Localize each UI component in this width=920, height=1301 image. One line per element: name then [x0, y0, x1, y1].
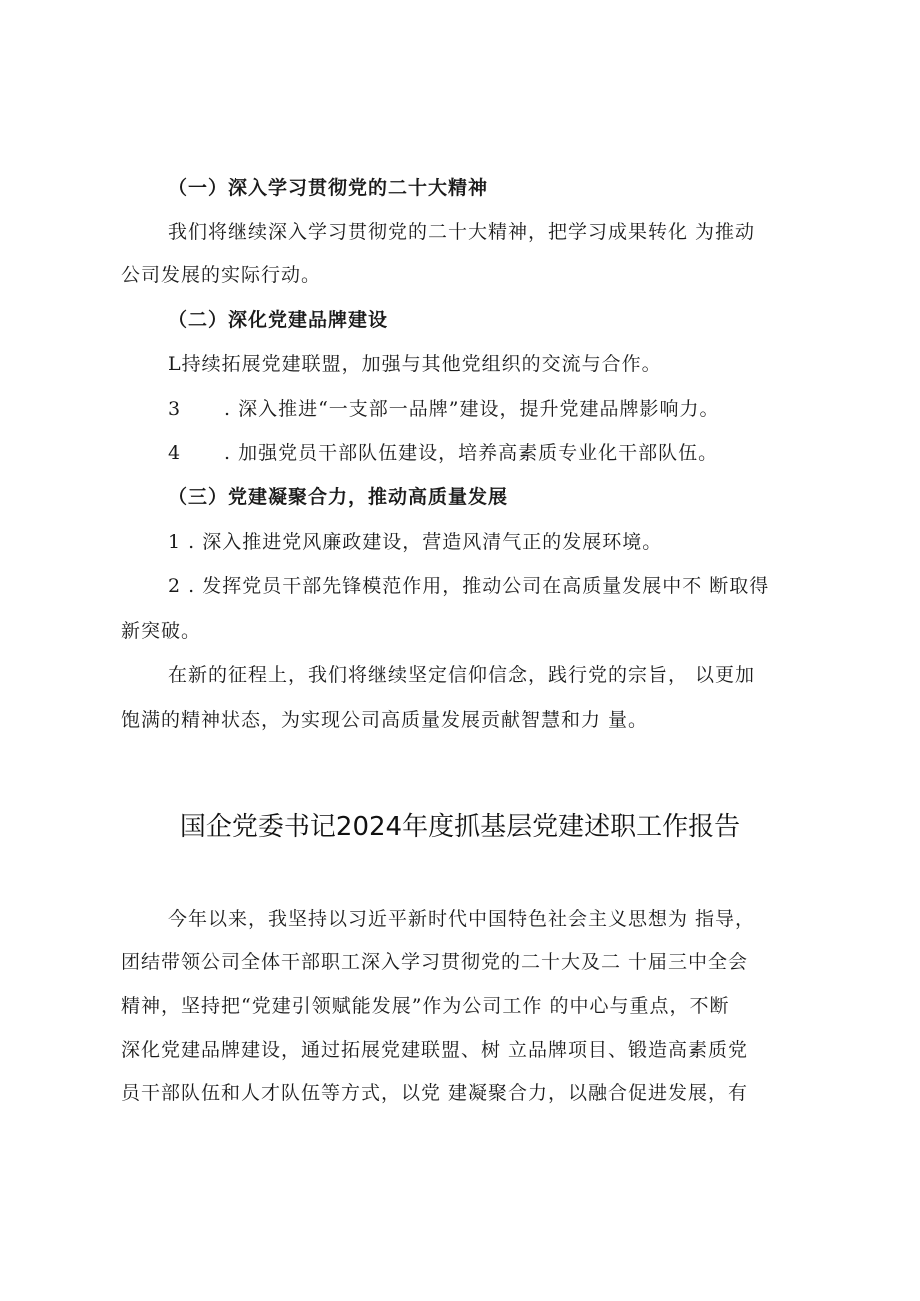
- section2-item-l: L持续拓展党建联盟，加强与其他党组织的交流与合作。: [168, 353, 662, 375]
- item-number: 3: [168, 398, 181, 420]
- report-paragraph-line4: 深化党建品牌建设，通过拓展党建联盟、树 立品牌项目、锻造高素质党: [121, 1039, 749, 1061]
- report-paragraph-line5: 员干部队伍和人才队伍等方式，以党 建凝聚合力，以融合促进发展，有: [121, 1082, 749, 1104]
- section3-item-1: 1 . 深入推进党风廉政建设，营造风清气正的发展环境。: [168, 531, 663, 553]
- section1-paragraph-line1: 我们将继续深入学习贯彻党的二十大精神，把学习成果转化 为推动: [168, 221, 756, 243]
- section2-heading: （二）深化党建品牌建设: [168, 309, 389, 331]
- section1-heading: （一）深入学习贯彻党的二十大精神: [168, 177, 489, 199]
- section3-item-2-line2: 新突破。: [121, 620, 202, 642]
- closing-paragraph-line2: 饱满的精神状态，为实现公司高质量发展贡献智慧和力 量。: [121, 709, 649, 731]
- item-number: 4: [168, 442, 181, 464]
- closing-paragraph-line1: 在新的征程上，我们将继续坚定信仰信念，践行党的宗旨， 以更加: [168, 664, 756, 686]
- report-paragraph-line3: 精神，坚持把“党建引领赋能发展”作为公司工作 的中心与重点，不断: [121, 995, 730, 1017]
- section3-heading: （三）党建凝聚合力，推动高质量发展: [168, 486, 509, 508]
- section1-paragraph-line2: 公司发展的实际行动。: [121, 264, 322, 286]
- report-paragraph-line1: 今年以来，我坚持以习近平新时代中国特色社会主义思想为 指导，: [168, 908, 756, 930]
- item-text: . 深入推进“一支部一品牌”建设，提升党建品牌影响力。: [224, 398, 720, 420]
- section3-item-2-line1: 2 . 发挥党员干部先锋模范作用，推动公司在高质量发展中不 断取得: [168, 575, 770, 597]
- report-paragraph-line2: 团结带领公司全体干部职工深入学习贯彻党的二十大及二 十届三中全会: [121, 951, 749, 973]
- report-title: 国企党委书记2024年度抓基层党建述职工作报告: [179, 812, 741, 842]
- item-text: . 加强党员干部队伍建设，培养高素质专业化干部队伍。: [224, 442, 719, 464]
